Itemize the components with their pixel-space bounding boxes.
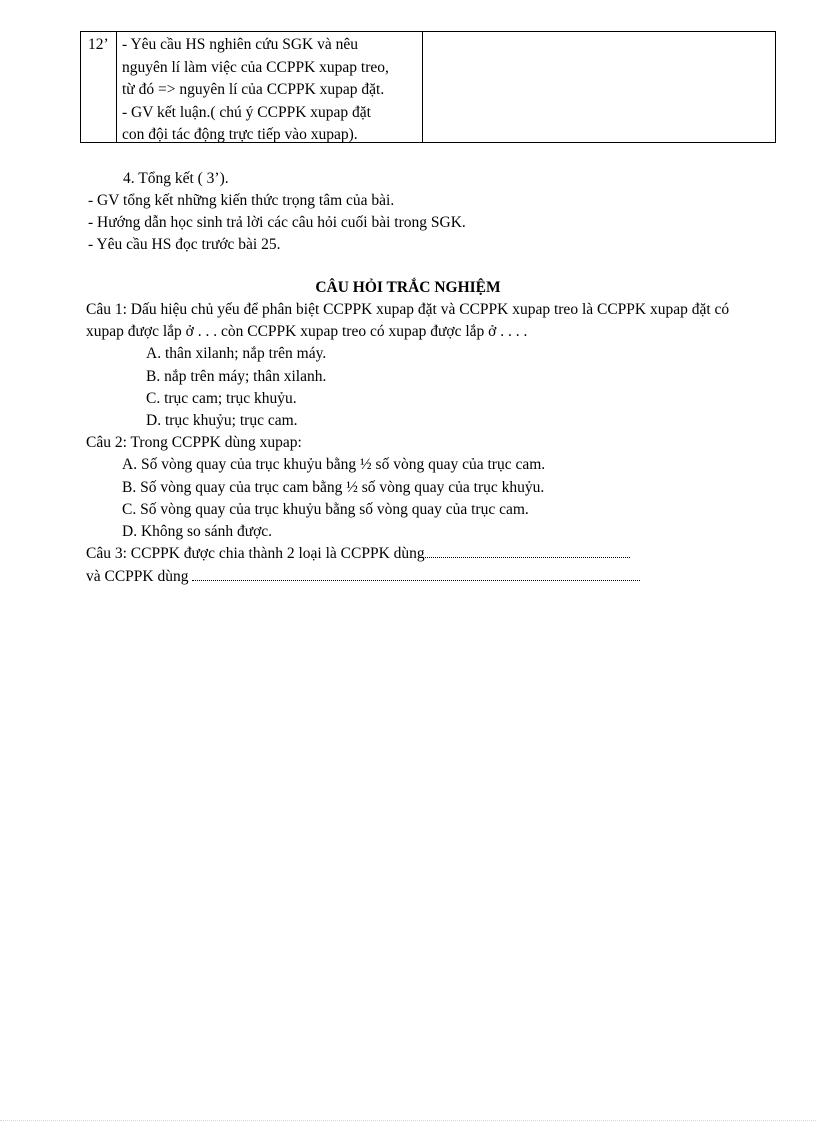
answer-option: A. thân xilanh; nắp trên máy. <box>146 345 327 362</box>
question-text: Câu 2: Trong CCPPK dùng xupap: <box>86 434 302 451</box>
blank-line <box>425 543 630 558</box>
quiz-title: CÂU HỎI TRẮC NGHIỆM <box>315 279 501 296</box>
question-label: Câu 3: CCPPK được chia thành 2 loại là CCPPK dùng <box>86 545 425 562</box>
table-divider <box>116 32 117 142</box>
answer-option: A. Số vòng quay của trục khuỷu bằng ½ số vòng quay của trục cam. <box>122 456 546 473</box>
time-cell: 12’ <box>88 36 109 53</box>
summary-heading: 4. Tổng kết ( 3’). <box>123 170 229 187</box>
question-label: và CCPPK dùng <box>86 568 189 585</box>
summary-item: - Yêu cầu HS đọc trước bài 25. <box>88 236 281 253</box>
answer-option: C. Số vòng quay của trục khuỷu bằng số vòng quay của trục cam. <box>122 501 529 518</box>
table-divider <box>422 32 423 142</box>
answer-option: D. Không so sánh được. <box>122 523 273 540</box>
question-text: Câu 1: Dấu hiệu chủ yếu để phân biệt CCPPK xupap đặt và CCPPK xupap treo là CCPPK xupap đặt có <box>86 301 730 318</box>
answer-option: C. trục cam; trục khuỷu. <box>146 390 297 407</box>
lesson-table <box>80 31 776 143</box>
question-text <box>86 543 630 565</box>
activity-line: - GV kết luận.( chú ý CCPPK xupap đặt <box>122 103 371 121</box>
answer-option: B. Số vòng quay của trục cam bằng ½ số vòng quay của trục khuỷu. <box>122 479 545 496</box>
activity-line: từ đó => nguyên lí của CCPPK xupap đặt. <box>122 81 385 98</box>
activity-cell <box>122 34 418 147</box>
page-edge <box>0 1120 816 1121</box>
summary-item: - GV tổng kết những kiến thức trọng tâm của bài. <box>88 192 395 209</box>
summary-item: - Hướng dẫn học sinh trả lời các câu hỏi cuối bài trong SGK. <box>88 214 466 231</box>
activity-line: nguyên lí làm việc của CCPPK xupap treo, <box>122 58 389 76</box>
answer-option: B. nắp trên máy; thân xilanh. <box>146 368 327 385</box>
answer-option: D. trục khuỷu; trục cam. <box>146 412 298 429</box>
question-text: xupap được lắp ở . . . còn CCPPK xupap treo có xupap được lắp ở . . . . <box>86 323 528 340</box>
activity-line: - Yêu cầu HS nghiên cứu SGK và nêu <box>122 36 358 53</box>
blank-line <box>192 566 640 581</box>
activity-line: con đội tác động trực tiếp vào xupap). <box>122 126 358 143</box>
question-text <box>86 566 640 588</box>
